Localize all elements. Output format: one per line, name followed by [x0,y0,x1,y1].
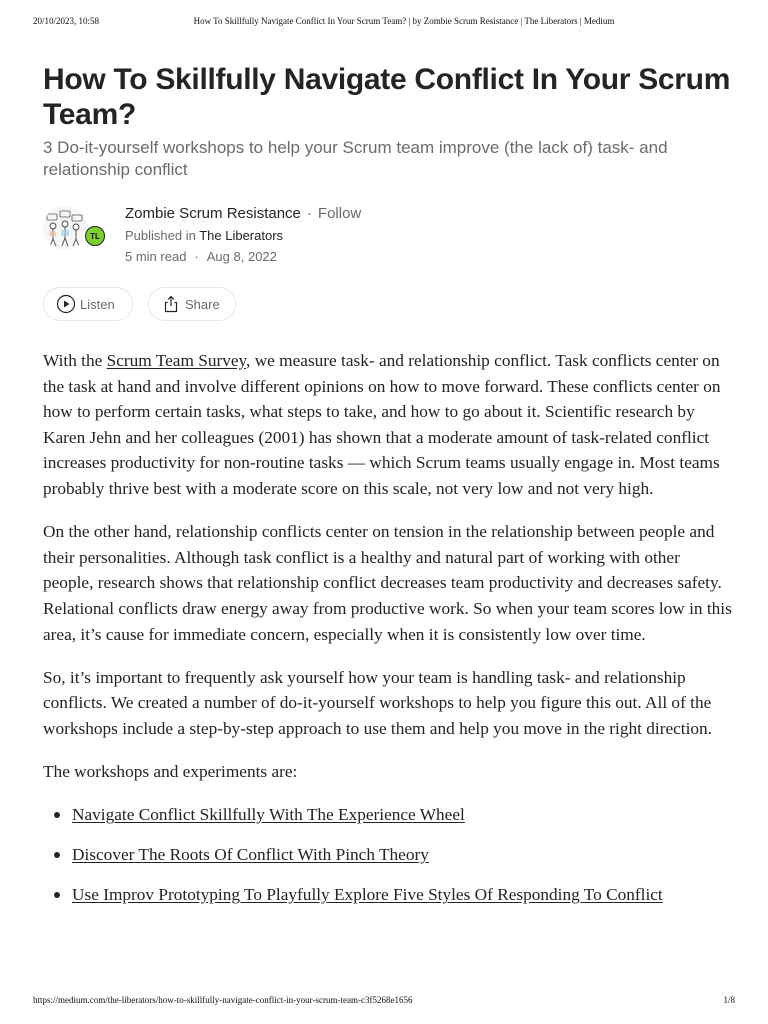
listen-label: Listen [80,296,115,312]
publication-link[interactable]: The Liberators [199,228,284,243]
scrum-team-survey-link[interactable]: Scrum Team Survey [106,351,247,370]
paragraph-1 [43,348,733,502]
workshop-list [43,802,733,908]
paragraph-4: The workshops and experiments are: [43,762,298,782]
paragraph-2: On the other hand, relationship conflicts center on tension in the relationship between people and their personalities. Although task conflict is a healthy and natural part of working with other people, research shows that relationship conflict decreases team productivity and decreases safety. Relational conflicts draw energy away from productive work. So when your team scores low in this area, it’s cause for immediate concern, especially when it is consistently low over time. [43,522,732,644]
article-body [43,348,733,922]
publication-badge[interactable] [83,224,107,248]
paragraph-1-prefix: With the [43,351,107,370]
published-in-label: Published in [125,228,196,243]
print-url: https://medium.com/the-liberators/how-to-skillfully-navigate-conflict-in-your-scrum-team-c3f5268e1656 [33,995,413,1005]
avatar-illustration-icon [43,206,87,250]
workshop-link-pinch-theory[interactable]: Discover The Roots Of Conflict With Pinch Theory [72,845,429,865]
print-date: 20/10/2023, 10:58 [33,16,100,26]
publication-badge-text: TL [86,227,104,245]
print-page-number: 1/8 [723,995,735,1005]
listen-button[interactable] [43,287,133,321]
paragraph-1-text: , we measure task- and relationship conflict. Task conflicts center on the task at hand and involve different opinions on how to move forward. These conflicts center on how to perform certain tasks, what steps to take, and how to go about it. Scientific research by Karen Jehn and her colleagues (2001) has shown that a moderate amount of task-related conflict increases productivity for non-routine tasks — which Scrum teams usually engage in. Most teams probably thrive best with a moderate score on this scale, not very low and not very high. [43,351,721,498]
publish-date: Aug 8, 2022 [206,249,277,264]
author-name[interactable]: Zombie Scrum Resistance [125,205,301,222]
share-icon [161,294,181,314]
workshop-link-experience-wheel[interactable]: Navigate Conflict Skillfully With The Experience Wheel [72,805,465,825]
author-avatar[interactable] [43,206,87,250]
share-label: Share [185,296,220,312]
read-time: 5 min read [125,249,187,264]
date-separator: · [194,249,199,264]
share-button[interactable] [148,287,236,321]
workshop-link-improv-prototyping[interactable]: Use Improv Prototyping To Playfully Explore Five Styles Of Responding To Conflict [72,885,663,905]
paragraph-3: So, it’s important to frequently ask yourself how your team is handling task- and relationship conflicts. We created a number of do-it-yourself workshops to help you figure this out. All of the workshops include a step-by-step approach to use them and help you move in the right direction. [43,667,713,738]
article-title: How To Skillfully Navigate Conflict In Your Scrum Team? [43,63,731,131]
list-item [54,882,733,908]
meta-separator: · [306,205,312,222]
list-item [54,802,733,828]
list-item [54,842,733,868]
print-page-title: How To Skillfully Navigate Conflict In Your Scrum Team? | by Zombie Scrum Resistance | The Liberators | Medium [193,16,615,26]
print-header [33,16,735,30]
author-meta [125,204,361,267]
print-footer [33,995,735,1009]
article-subtitle: 3 Do-it-yourself workshops to help your Scrum team improve (the lack of) task- and relationship conflict [43,138,668,179]
author-block [43,204,543,274]
play-circle-icon [56,294,76,314]
follow-button[interactable]: Follow [317,205,362,222]
